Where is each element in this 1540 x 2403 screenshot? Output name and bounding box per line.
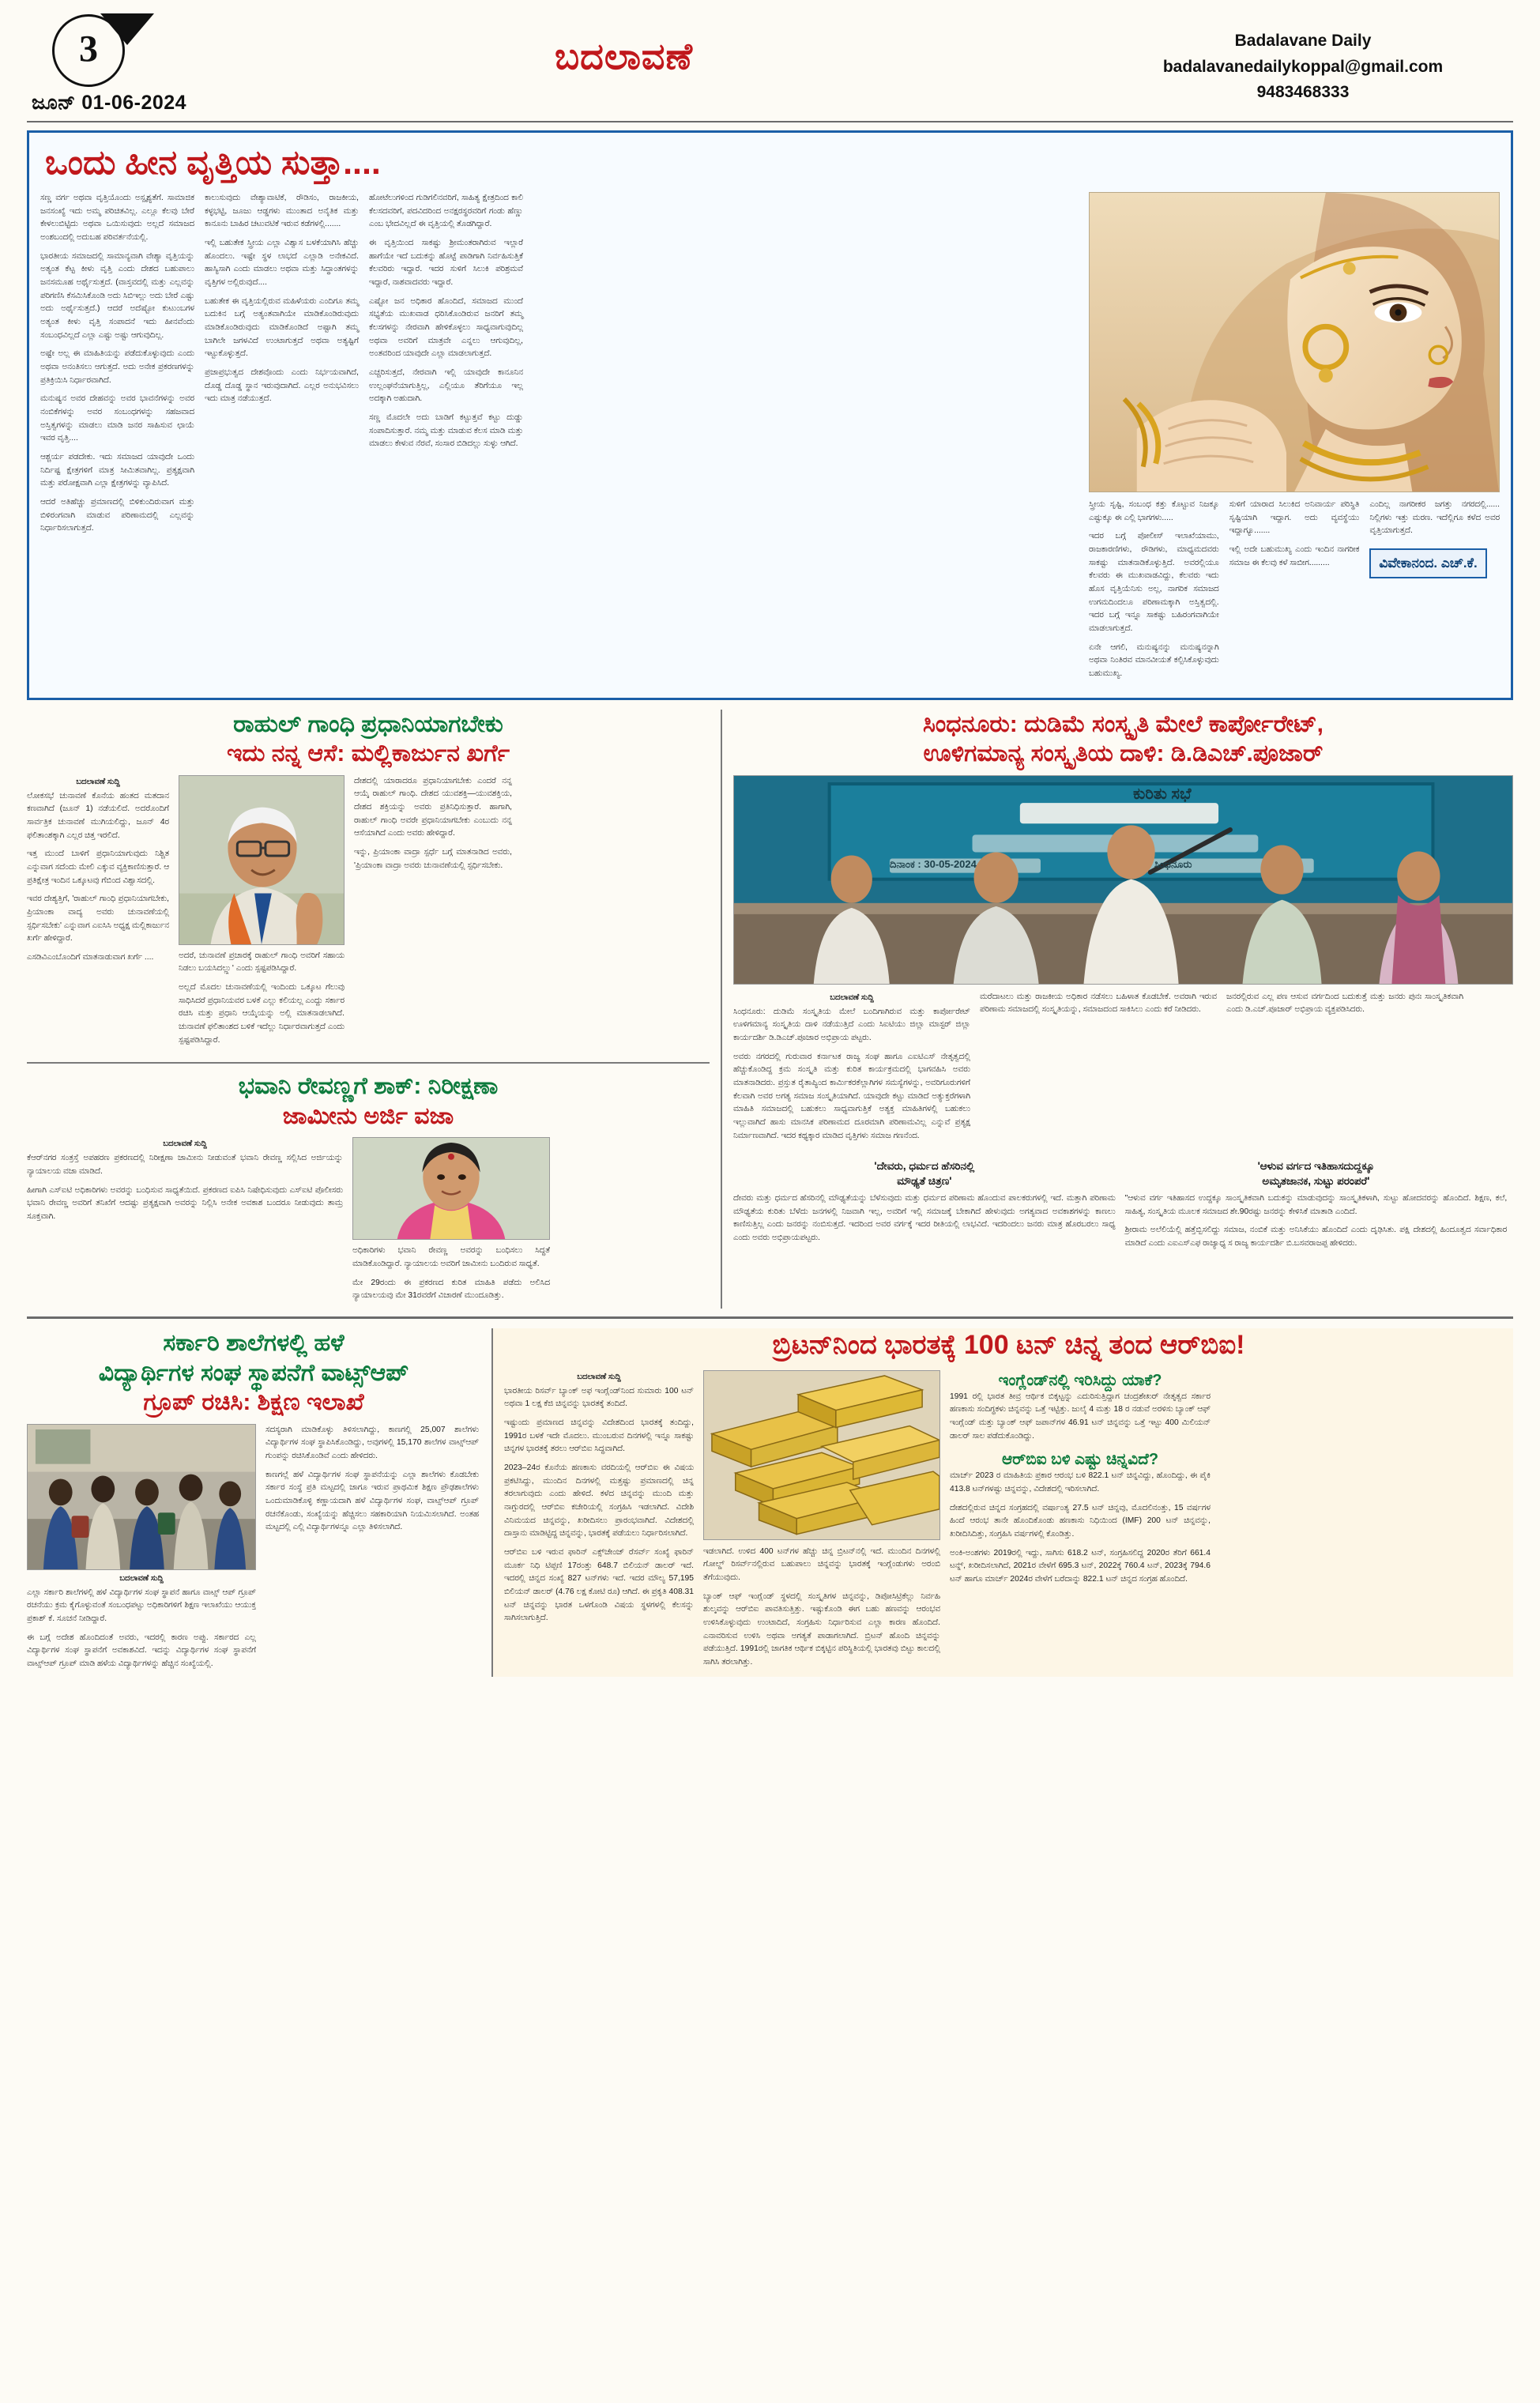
lead-column-5	[1229, 499, 1360, 687]
sindhanur-headline-line1: ಸಿಂಧನೂರು: ದುಡಿಮೆ ಸಂಸ್ಕೃತಿ ಮೇಲೆ ಕಾರ್ಪೋರೇಟ್,	[922, 710, 1324, 737]
sindhanur-headline	[733, 710, 1513, 769]
rahul-headline-line2: ಇದು ನನ್ನ ಆಸೆ: ಮಲ್ಲಿಕಾರ್ಜುನ ಖರ್ಗೆ	[226, 740, 510, 767]
paragraph: 1991 ರಲ್ಲಿ ಭಾರತ ತೀವ್ರ ಆರ್ಥಿಕ ಬಿಕ್ಕಟ್ಟನ್ನು ಎದುರಿಸುತ್ತಿದ್ದಾಗ ಚಂದ್ರಶೇಖರ್ ನೇತೃತ್ವದ ಸರ್ಕಾರ ಹಣಕಾಸು ಸಂದಿಗ್ಧಕಳು ಚಿನ್ನವನ್ನು ಒತ್ತೆ ಇಟ್ಟಿತ್ತು. ಜುಲೈ 4 ಮತ್ತು 18 ರ ನಡುವೆ ಅರಳಿಸು ಬ್ಯಾಂಕ್ ಆಫ್ ಇಂಗ್ಲೆಂಡ್ ಮತ್ತು ಬ್ಯಾಂಕ್ ಆಫ್ ಜಪಾನ್‌ಗಳ 46.91 ಟನ್ ಚಿನ್ನವನ್ನು ಒತ್ತೆ ಇಟ್ಟು 400 ಮಿಲಿಯನ್ ಡಾಲರ್ ಸಾಲ ಪಡೆದುಕೊಂಡಿದ್ದು.	[950, 1392, 1211, 1441]
gold-column-2	[703, 1546, 940, 1670]
triangle-icon	[100, 13, 154, 45]
mid-band	[27, 710, 1513, 1309]
paragraph: ಸಣ್ಣ ವರ್ಗ ಅಥವಾ ವೃತ್ತಿಯೊಂದು ಅಸ್ಪೃಶ್ಯತೆಗೆ. ಸಾಮಾಜಿಕ ಜನಸಂಖ್ಯೆ ಇದು ಅಮ್ಮ ಪರಿಚಿತವಿಲ್ಲ. ಎಲ್ಲೂ ಕೆಲವು ಬೇರೆ ಕೇಳಲುಬಿಟ್ಟಿದು ಅಥವಾ ಒಯಿಸುವುದು ಅಲ್ಲದೆ ಸಮಾಜದ ಅಂಶಬಂದಲ್ಲಿ ಅದುಬಹ ಪರಿವರ್ತನೆಯಲ್ಲಿ.	[40, 194, 194, 243]
banner-place: ಸಿಂಧನೂರು	[1154, 857, 1192, 870]
rahul-gandhi-story	[27, 710, 722, 1309]
paragraph: ಇಷ್ಟುಂದು ಪ್ರಮಾಣದ ಚಿನ್ನವನ್ನು ವಿದೇಶದಿಂದ ಭಾರತಕ್ಕೆ ತಂದಿದ್ದು, 1991ರ ಬಳಕೆ ಇದೇ ಮೊದಲು. ಮುಂಬರುವ ದಿನಗಳಲ್ಲಿ ಇನ್ನೂ ಸಾಕಷ್ಟು ಚಿನ್ನಗಳ ಭಾರತಕ್ಕೆ ತರಲು ಆರ್‌ಬಿಐ ಸಿದ್ಧವಾಗಿದೆ.	[504, 1418, 694, 1454]
paragraph: ಆದರೆ ಅತಿಹೆಚ್ಚು ಪ್ರಮಾಣದಲ್ಲಿ ಬಿಳಿಕುಂದಿರುವಾಗ ಮತ್ತು ಬಿಳಿರಂಗವಾಗಿ ಮಾಡುವ ಪರಿಣಾಮದಲ್ಲಿ ಎಲ್ಲವನ್ನು ನಿರ್ಧಾರಿಸಲಾಗುತ್ತದೆ.	[40, 498, 194, 533]
lead-lower-columns	[1089, 499, 1500, 687]
paragraph: ದೇವರು ಮತ್ತು ಧರ್ಮದ ಹೆಸರಿನಲ್ಲಿ ಮೌಢ್ಯತೆಯನ್ನು ಬೆಳೆಸುವುದು ಮತ್ತು ಧರ್ಮದ ಪರಿಣಾಮ ಹೊಂದುವ ಪಾಲಕರುಗಳಲ್ಲಿ ಇದೆ. ಮತ್ತಾಗಿ ಪರಿಣಾಮ ಮೌಢ್ಯತೆಯ ಕುರಿತು ಬೆಳೆದು ಜನಗಳಲ್ಲಿ ನಿಜವಾಗಿ ಇಲ್ಲ, ಅವರಿಗೆ ಇಲ್ಲಿ ಸಮಾಜಕ್ಕೆ ಬೇಕಾಗಿದೆ ಹೇಳುವುದು ಅಗತ್ಯವಾದ ಅವಕಾಶಗಳನ್ನು ಕಾಣಲು ಕಾಣಿಸುತ್ತಿಲ್ಲ ಎಂದು ಜನರನ್ನು ನಂಬಿಸುತ್ತದೆ. ಇದರಿಂದ ಅವರ ವರ್ಗಕ್ಕೆ ಇದರ ರೀತಿಯಲ್ಲಿ ಲಾಭವಿದೆ. ಇದರಿಂದಲು ಜನರು ಮಾತ್ರ ಹೊರಬರಲು ಸಾಧ್ಯ ಎಂದು ಅವರು ಅಭಿಪ್ರಾಯಪಟ್ಟರು.	[733, 1193, 1116, 1242]
bhavani-column-2	[352, 1245, 550, 1303]
rahul-column-3	[354, 775, 512, 873]
sindhanur-story	[722, 710, 1513, 1309]
rahul-headline-line1: ರಾಹುಲ್ ಗಾಂಧಿ ಪ್ರಧಾನಿಯಾಗಬೇಕು	[233, 710, 503, 737]
students-walking-photo	[28, 1425, 255, 1570]
paragraph: ದೇಶದಲ್ಲಿ ಯಾರಾದರೂ ಪ್ರಧಾನಿಯಾಗಬೇಕು ಎಂದರೆ ನನ್ನ ಆಯ್ಕೆ ರಾಹುಲ್ ಗಾಂಧಿ. ದೇಶದ ಯುವಶಕ್ತಿ—ಯುವಶಕ್ತಿಯ, ದೇಶದ ಶಕ್ತಿಯನ್ನು ಅವರು ಪ್ರತಿನಿಧಿಸುತ್ತಾರೆ. ಹಾಗಾಗಿ, ರಾಹುಲ್ ಗಾಂಧಿ ಅವರೇ ಪ್ರಧಾನಿಯಾಗಬೇಕು ಎಂಬುದು ನನ್ನ ಆಸೆಯಾಗಿದೆ ಎಂದು ಅವರು ಹೇಳಿದ್ದಾರೆ.	[354, 776, 512, 838]
paragraph: ಬಹುತೇಕ ಈ ವೃತ್ತಿಯಲ್ಲಿರುವ ಮಹಿಳೆಯರು ಎಂದಿಗೂ ತಮ್ಮ ಬದುಕಿನ ಬಗ್ಗೆ ಅತ್ಯಂತವಾಗಿಯೇ ಮಾಡಿಕೊಂಡಿರುವುದು ಮಾಡಿಕೊಂಡಿರುವುದು ಮಾಡಿಕೊಂಡಿದೆ ಅಷ್ಟಾಗಿ ತಮ್ಮ ಬಾಗಿಲೇ ಜಗಳವಿದೆ ಉಂಟಾಗುತ್ತದೆ ಅಥವಾ ಅತ್ಯಷ್ಟಿಗೆ ಇಟ್ಟುಕೊಳ್ಳುತ್ತದೆ.	[205, 296, 359, 359]
paragraph: ಜನರಲ್ಲಿರುವ ಎಲ್ಲ ಪಣ ಆಸುವ ವರ್ಗದಿಂದ ಬದುಕುತ್ತೆ ಮತ್ತು ಜನರು ಪುನಃ ಸಾಂಸ್ಕೃತಿಕವಾಗಿ ಎಂದು ಡಿ.ಎಚ್.ಪೂಜಾರ್ ಅಭಿಪ್ರಾಯ ವ್ಯಕ್ತಪಡಿಸಿದರು.	[1226, 992, 1463, 1015]
woman-portrait-illustration	[1090, 193, 1499, 492]
gold-sub2-body	[950, 1470, 1211, 1586]
paragraph: ಭಾರತೀಯ ರಿಸರ್ವ್ ಬ್ಯಾಂಕ್ ಅಫ ಇಂಗ್ಲೆಂಡ್‌ನಿಂದ ಸುಮಾರು 100 ಟನ್ ಅಥವಾ 1 ಲಕ್ಷ ಕೆಜಿ ಚಿನ್ನವನ್ನು ಭಾರತಕ್ಕೆ ತಂದಿದೆ.	[504, 1386, 694, 1409]
paragraph: ಮರೆದಾಟಲು ಮತ್ತು ರಾಜಕೀಯ ಅಧಿಕಾರ ನಡೆಸಲು ಬಹಿಳಾತ ಕೊಡಬೇಕೆ. ಅವರಾಗಿ ಇರುವ ಪರಿಣಾಮ ಸಮಾಜದಲ್ಲಿ ಸಂಸ್ಕೃತಿಯನ್ನು, ಸಮಾಜದಂದ ಸಾಕಿಸಿಲು ಎಂದು ಕರೆ ನೀಡಿದರು.	[980, 992, 1217, 1015]
lead-story	[27, 130, 1513, 700]
paragraph: ಮೇ 29ರಂದು ಈ ಪ್ರಕರಣದ ಕುರಿತ ಮಾಹಿತಿ ಪಡೆದು ಅಲಿಸಿದ ನ್ಯಾಯಾಲಯವು ಮೇ 31ರವರೆಗೆ ವಿಚಾರಣೆ ಮುಂದೂಡಿತ್ತು.	[352, 1278, 550, 1301]
rahul-column-1	[27, 790, 169, 965]
lead-columns	[40, 192, 1078, 687]
paper-name-english: Badalavane Daily	[1234, 32, 1372, 50]
paragraph: ಎಷ್ಟೋ ಜನ ಅಧಿಕಾರ ಹೊಂದಿದೆ, ಸಮಾಜದ ಮುಂದೆ ಸಭ್ಯತೆಯ ಮುಖವಾಡ ಧರಿಸಿಕೊಂಡಿರುವ ಜನರಿಗೆ ತಮ್ಮ ಕೆಲಸಗಳನ್ನು ನೇರವಾಗಿ ಹೇಳಿಕೊಳ್ಳಲು ಸಾಧ್ಯವಾಗುವುದಿಲ್ಲ ಅಥವಾ ಅವರಿಗೆ ಮಾತ್ರವೇ ಎನ್ನಲು ಆಗುವುದಿಲ್ಲ, ಅಂತವರಿಂದ ಯಾವುದೇ ಎಲ್ಲಾ ಮಾಡಲಾಗುತ್ತದೆ.	[369, 296, 523, 359]
paragraph: ಈ ಬಗ್ಗೆ ಅದೇಶ ಹೊಂದಿದಂತೆ ಅವರು, ಇದರಲ್ಲಿ ಕಾರಣ ಅಪ್ಪು. ಸರ್ಕಾರದ ಎಲ್ಲ ವಿದ್ಯಾರ್ಥಿಗಳ ಸಂಘ ಸ್ಥಾಪನೆಗೆ ಅವಕಾಶವಿದೆ. ಇದನ್ನು ವಿದ್ಯಾರ್ಥಿಗಳ ಸಂಘ ಸ್ಥಾಪನೆಗೆ ವಾಟ್ಸ್‌ಆಪ್ ಗ್ರೂಪ್ ಮಾಡಿ ಹಳೆಯ ವಿದ್ಯಾರ್ಥಿಗಳನ್ನು ಹೆಚ್ಚಿನ ಸಂಖ್ಯೆಯಲ್ಲಿ.	[27, 1633, 256, 1668]
sindhanur-headline-line2: ಊಳಿಗಮಾನ್ಯ ಸಂಸ್ಕೃತಿಯ ದಾಳಿ: ಡಿ.ಡಿಎಚ್.ಪೂಜಾರ್	[923, 740, 1323, 767]
paragraph: ಎಚ್ಚರಿಸುತ್ತದೆ, ನೇರವಾಗಿ ಇಲ್ಲಿ ಯಾವುದೇ ಕಾನೂನಿನ ಉಲ್ಲಂಘನೆಯಾಗುತ್ತಿಲ್ಲ, ಎಲ್ಲಿಯೂ ತೆರಿಗೆಯೂ ಇಲ್ಲ ಅದಕ್ಕಾಗಿ ಅಹುದಾಗಿ.	[369, 368, 523, 404]
school-children-photo	[27, 1424, 256, 1570]
paragraph: ಸ್ತ್ರೀಯ ಸೃಷ್ಟಿ, ಸಂಬಂಧ ಕತ್ತು ಕೊಟ್ಟುವ ನಿಜಕ್ಕೂ ಎಷ್ಟುಕ್ಕೂ ಈ ಎಲ್ಲಿ ಭಾಗಗಳು.....	[1089, 500, 1219, 522]
paragraph: ಕಾಲುಸುವುದು ವೇಶ್ಯಾವಾಟಿಕೆ, ರೌಡಿಸಂ, ರಾಜಕೀಯ, ಕಳ್ಳಭಟ್ಟಿ, ಜೂಜು ಆಡ್ಡಗಳು ಮುಂತಾದ ಅನೈತಿಕ ಮತ್ತು ಕಾನೂನು ಬಾಹಿರ ಚಟುವಟಿಕೆ ಇರುವ ಕಡೆಗಳಲ್ಲಿ.......	[205, 194, 359, 229]
bhavani-photo	[352, 1137, 550, 1240]
lead-illustration	[1089, 192, 1500, 492]
email-text: badalavanedailykoppal@gmail.com	[1162, 57, 1444, 76]
paragraph: ಮಾರ್ಚ್ 2023 ರ ಮಾಹಿತಿಯ ಪ್ರಕಾರ ಆರಂಭ ಬಳಿ 822.1 ಟನ್ ಚಿನ್ನವಿದ್ದು, ಹೊಂದಿದ್ದು, ಈ ಪೈಕಿ 413.8 ಟನ್‌ಗಳಷ್ಟು ಚಿನ್ನವನ್ನು, ವಿದೇಶದಲ್ಲಿ ಇರಿಸಲಾಗಿದೆ.	[950, 1471, 1211, 1493]
event-date-label: ದಿನಾಂಕ : 30-05-2024	[890, 857, 977, 870]
paragraph: ಏನೇ ಆಗಲಿ, ಮನುಷ್ಯನನ್ನು ಮನುಷ್ಯನನ್ನಾಗಿ ಅಥವಾ ನಿಂತಿರವ ಮಾನವೀಯತೆ ಕಲ್ಪಿಸಿಕೊಳ್ಳುವುದು ಬಹುಮುಖ್ಯ.	[1089, 642, 1219, 679]
paper-title	[150, 14, 1098, 79]
bottom-band	[27, 1328, 1513, 1677]
bhavani-column-1	[27, 1152, 343, 1223]
sub1-head	[733, 1159, 1116, 1188]
paragraph: ಇಡಲಾಗಿದೆ. ಉಳಿದ 400 ಟನ್‌ಗಳ ಹೆಚ್ಚು ಚಿನ್ನ ಬ್ರಿಟನ್‌ನಲ್ಲಿ ಇದೆ. ಮುಂದಿನ ದಿನಗಳಲ್ಲಿ ಗೋಲ್ಡ್ ರಿಸರ್ವ್‌ನಲ್ಲಿರುವ ಬಹುಪಾಲು ಚಿನ್ನವನ್ನು ಭಾರತಕ್ಕೆ ಇಂಗ್ಲೆಂಡುಗಳು ಅರಂಬಿ ತೆಗೆಯುವುದು.	[703, 1546, 940, 1582]
paragraph: ಅಂಕಿ-ಅಂಶಗಳು 2019ರಲ್ಲಿ ಇದ್ದು, ಸಾಗಿಸು 618.2 ಟನ್, ಸಂಗ್ರಹಿಸಲಿದ್ದ 2020ರ ತೆರಿಗೆ 661.4 ಟನ್ನ್, ಖರೀದಿಸಲಾಗಿದೆ, 2021ರ ವೇಳೆಗೆ 695.3 ಟನ್, 2022ಕ್ಕೆ 760.4 ಟನ್, 2023ಕ್ಕೆ 794.6 ಟನ್ ಹಾಗೂ ಮಾರ್ಚ್ 2024ರ ವೇಳೆಗೆ ಬರೆದಾನ್ನು 822.1 ಟನ್ ಚಿನ್ನದ ಸಂಗ್ರಹ ಹೊಂದಿದೆ.	[950, 1548, 1211, 1584]
woman-portrait	[353, 1138, 549, 1240]
bhavani-story	[27, 1072, 710, 1309]
paragraph: ಅಧಿಕಾರಿಗಳು ಭವಾನಿ ರೇವಣ್ಣ ಅವರನ್ನು ಬಂಧಿಸಲು ಸಿದ್ಧತೆ ಮಾಡಿಕೊಂಡಿದ್ದಾರೆ. ನ್ಯಾಯಾಲಯ ಅವರಿಗೆ ಜಾಮೀನು ಬಂದಿರುವ ಸಾಧ್ಯತೆ.	[352, 1246, 550, 1269]
paragraph: ಸದಸ್ಯರಾಗಿ ಮಾಡಿಕೊಳ್ಳು ತಿಳಿಸಲಾಗಿದ್ದು, ಕಾಣಗಲ್ಲಿ 25,007 ಶಾಲೆಗಳು ವಿದ್ಯಾರ್ಥಿಗಳ ಸಂಘ ಸ್ಥಾಪಿಸಿಕೊಂಡಿದ್ದು, ಅವುಗಳಲ್ಲಿ 15,170 ಶಾಲೆಗಳ ವಾಟ್ಸ್‌ಆಪ್ ಗುಂಪನ್ನು ರಚಿಸಿಕೊಂಡಿವೆ ಎಂದು ಹೇಳಿದರು.	[265, 1425, 479, 1460]
contact-block	[1098, 14, 1508, 106]
gold-sub1-head: ಇಂಗ್ಲೆಂಡ್‌ನಲ್ಲಿ ಇರಿಸಿದ್ದು ಯಾಕೆ?	[998, 1371, 1162, 1389]
sub1-body	[733, 1192, 1116, 1245]
sub1-head-line1: 'ದೇವರು, ಧರ್ಮದ ಹೆಸರಿನಲ್ಲಿ	[874, 1160, 975, 1173]
school-headline-line1: ಸರ್ಕಾರಿ ಶಾಲೆಗಳಲ್ಲಿ ಹಳೆ	[163, 1330, 345, 1357]
paragraph: ಸಿಂಧನೂರು: ದುಡಿಮೆ ಸಂಸ್ಕೃತಿಯ ಮೇಲೆ ಬಂದಿಗಾಗಿರುವ ಮತ್ತು ಕಾರ್ಪೋರೇಟ್ ಊಳಿಗಮಾನ್ಯ ಸಂಸ್ಕೃತಿಯ ದಾಳಿ ನಡೆಯುತ್ತಿದೆ ಎಂದು ಸಿಐಟಿಯು ಜಿಲ್ಲಾ ಮಾಸ್ಟರ್ ಜಿಲ್ಲಾ ಕಾರ್ಯದರ್ಶಿ ಡಿ.ಡಿಎಚ್.ಪೂಜಾರ ಅಭಿಪ್ರಾಯ ಪಟ್ಟರು.	[733, 1007, 970, 1043]
sub2-head	[1125, 1159, 1508, 1188]
lead-column-3	[369, 192, 523, 687]
gold-column-1	[504, 1385, 694, 1625]
sub2-head-line2: ಅಮೃತಜಾನಕ, ಸುಟ್ಟು ಪರಂಪರೆ'	[1262, 1174, 1370, 1187]
paragraph: ಭಾರತೀಯ ಸಮಾಜದಲ್ಲಿ ಸಾಮಾನ್ಯವಾಗಿ ವೇಶ್ಯಾ ವೃತ್ತಿಯನ್ನು ಅತ್ಯಂತ ಕೆಟ್ಟ ಕೀಳು ವೃತ್ತಿ ಎಂದು ದೇಶದ ಬಹುಪಾಲು ಜನಸಮೂಹ ಅರ್ಥೈಸುತ್ತದೆ. (ವಾಸ್ತವದಲ್ಲಿ ಮತ್ತು ಎಲ್ಲವನ್ನು ಪರಿಗಣಿಸಿ ಕೆಸಮಿಸಿಕೊಂಡಿ ಅದು ಸಿಬಿಇಲ್ಲು ಅದು ಬೇರೆ ಎಷ್ಟು ಅದು ಅರ್ಥೈಸುತ್ತದೆ.) ಆದರೆ ಅದೆಷ್ಟೋ ಕುಟುಂಬಗಳ ಅತ್ಯಂತ ಕೀಳು ವೃತ್ತಿ ಸಂಪಾದನೆ ಇದು ಹೀನವೆಂದು ಸಂಬಂಧವಿಲ್ಲದೆ ಎಲ್ಲಾ ಎಷ್ಟು ಅಷ್ಟು ಆಗುವುದಿಲ್ಲ.	[40, 251, 194, 340]
credit-line: ಬದಲಾವಣೆ ಸುದ್ದಿ	[830, 992, 874, 1002]
lead-headline: ಒಂದು ಹೀನ ವೃತ್ತಿಯ ಸುತ್ತಾ....	[45, 144, 381, 182]
paragraph: ಈ ವೃತ್ತಿಯಿಂದ ಸಾಕಷ್ಟು ಶ್ರೀಮಂತರಾಗಿರುವ ಇಲ್ಲಾರೆ ಹಾಗೆಯೇ ಇದೆ ಬದುಕನ್ನು ಹೊಟ್ಟೆ ಪಾಡಿಗಾಗಿ ನಿರ್ವಹಿಸುತ್ತಿಕೆ ಕೆಲವರಿರು ಇದ್ದಾರೆ. ಇದರ ಸುಳಿಗೆ ಸಿಲುಕಿ ಪರಿಶ್ರಮವೆ ಇದ್ದಾರೆ, ನಾಶವಾದವರು ಇದ್ದಾರೆ.	[369, 239, 523, 288]
sindhanur-sub1	[733, 1156, 1116, 1256]
section-divider	[27, 1062, 710, 1064]
school-headline-line2: ವಿದ್ಯಾರ್ಥಿಗಳ ಸಂಘ ಸ್ಥಾಪನೆಗೆ ವಾಟ್ಸ್‌ಆಪ್	[98, 1359, 409, 1386]
lead-column-6	[1369, 499, 1500, 687]
sindhanur-column-3	[1226, 991, 1463, 1017]
masthead	[0, 0, 1540, 119]
credit-line: ಬದಲಾವಣೆ ಸುದ್ದಿ	[577, 1372, 621, 1381]
credit-line: ಬದಲಾವಣೆ ಸುದ್ದಿ	[76, 777, 120, 786]
page-number-circle	[52, 14, 125, 87]
lead-column-1	[40, 192, 194, 687]
phone-text: 9483468333	[1256, 83, 1350, 102]
page-badge	[32, 14, 187, 115]
paragraph: ಇಲ್ಲಿ ಅದೇ ಬಹುಮುಖ್ಯ ಎಂದು ಇಂದಿನ ನಾಗರೀಕ ಸಮಾಜ ಈ ಕೆಲವು ಕಳೆ ಸಾಬೀಗ.........	[1229, 545, 1360, 567]
sub2-body	[1125, 1192, 1508, 1251]
school-column-2	[265, 1424, 479, 1535]
paragraph: ಇವರ ದೇಶ್ಯತ್ತಿಗೆ, 'ರಾಹುಲ್ ಗಾಂಧಿ ಪ್ರಧಾನಿಯಾಗಬೇಕು, ಪ್ರಿಯಾಂಕಾ ವಾದ್ಯ ಅವರು ಚುನಾವಣೆಯಲ್ಲಿ ಸ್ಪರ್ಧಿಸಬೇಕು' ಎನ್ನುವಾಗ ಎಐಸಿಸಿ ಅಧ್ಯಕ್ಷ ಮಲ್ಲಿಕಾರ್ಜುನ ಖರ್ಗೆ ಹೇಳಿದ್ದಾರೆ.	[27, 895, 170, 943]
paragraph: ಮನುಷ್ಯನ ಅವರ ದೇಹವನ್ನು ಅವರ ಭಾವನೆಗಳನ್ನು ಅವರ ನಂಬಿಕೆಗಳನ್ನು ಅವರ ಸಂಬಂಧಗಳನ್ನು ಸಹಜವಾದ ಅಸ್ತಿತ್ವಗಳನ್ನು ಮಾಡಲು ಮಾಡಿ ಜನರ ಸಾಹಿಸುವ ಛಾಯೆ ಇವರ ವೃತ್ತಿ....	[40, 394, 194, 443]
school-headline	[27, 1328, 480, 1418]
bhavani-headline-line1: ಭವಾನಿ ರೇವಣ್ಣಗೆ ಶಾಕ್: ನಿರೀಕ್ಷಣಾ	[238, 1073, 499, 1100]
paragraph: ಎಲ್ಲಾ ಸರ್ಕಾರಿ ಶಾಲೆಗಳಲ್ಲಿ ಹಳೆ ವಿದ್ಯಾರ್ಥಿಗಳ ಸಂಘ ಸ್ಥಾಪನೆ ಹಾಗೂ ವಾಟ್ಸ್ ಆಪ್ ಗ್ರೂಪ್ ರಚನೆಯು ಕ್ರಮ ಕೈಗೊಳ್ಳುವಂತೆ ಸಂಬಂಧಪಟ್ಟು ಅಧಿಕಾರಿಗಳಿಗೆ ಶಿಕ್ಷಣ ಇಲಾಖೆಯು ಆಯುಕ್ತ ಪ್ರಕಾಶ್ ಕೆ. ಸೂಚನೆ ನೀಡಿದ್ದಾರೆ.	[27, 1588, 256, 1623]
lead-column-4	[1089, 499, 1219, 687]
paragraph: ಅದರೆ, ಚುನಾವಣೆ ಪ್ರಚಾರಕ್ಕೆ ರಾಹುಲ್ ಗಾಂಧಿ ಅವರಿಗೆ ಸಹಾಯ ನಿಡಲು ಬಯಸಿದಲ್ಲ್ಲು' ಎಂದು ಸ್ಪಷ್ಟಪಡಿಸಿದ್ದಾರೆ.	[179, 951, 345, 974]
sindhanur-column-2	[980, 991, 1217, 1017]
paragraph: ಅಲ್ಲದೆ ಮೊದಲ ಚುನಾವಣೆಯಲ್ಲಿ ಇಂದಿಂದು ಒಕ್ಕೂಟ ಗೆಲುವು ಸಾಧಿಸಿದರೆ ಪ್ರಧಾನಿಯವರ ಬಳಕೆ ಎಲ್ಲು ಕಲಿಯಲ್ಲ ಎಂದ್ದು ಸರ್ಕಾರ ರಚಿಸಿ ಮತ್ತು ಪ್ರಧಾನಿ ಆಯ್ಕೆಯನ್ನು ಅಲ್ಲಿ ಮಾತನಾಡಲಾಗಿದೆ. ಚುನಾವಣೆ ಫಲಿತಾಂಶದ ಬಳಿಕೆ ಇದೆಲ್ಲು ನಿರ್ಧಾರವಾಗುತ್ತದೆ ಎಂದು ಸ್ಪಷ್ಟಪಡಿಸಿದ್ದಾರೆ.	[179, 983, 345, 1045]
school-column-1	[27, 1587, 256, 1671]
paragraph: ಕಾಣಗಲ್ಲೆ ಹಳೆ ವಿದ್ಯಾರ್ಥಿಗಳ ಸಂಘ ಸ್ಥಾಪನೆಯನ್ನು ಎಲ್ಲಾ ಶಾಲೆಗಳು ಕೊಡಬೇಕು ಸರ್ಕಾರ ಸಂಸ್ಥೆ ಪ್ರತಿ ಮಟ್ಟದಲ್ಲಿ ಜಾಗೂ ಇರುವ ಪ್ರಾಥಮಿಕ ಶಿಕ್ಷಣ ಪ್ರೌಢಶಾಲೆಗಳು ಒಂದುಮಾಡಿಕೊಳ್ಳಿ ಕಣ್ಣಾಯದಾಗಿ ಹಳೆ ವಿದ್ಯಾರ್ಥಿಗಳ ಸಂಘ, ವಾಟ್ಸ್‌ಆಪ್ ಗ್ರೂಪ್ ರಚನೆಕೊಂಡು, ಸಂಖ್ಯೆಯನ್ನು ಹೆಚ್ಚಿಸಲು ಸಹಕಾರಿಯಾಗಿ ನಿಯಮಿಸಲಾಗಿದೆ. ಅಂತಹ ಮಟ್ಟದಲ್ಲಿ ಎಲ್ಲಿ ವಿದ್ಯಾರ್ಥಿಗಳನ್ನೂ ಎಲ್ಲಾ ತಿಳಿಸಲಾಗಿದೆ.	[265, 1470, 479, 1532]
paper-name-kannada: ಬದಲಾವಣೆ	[555, 36, 693, 77]
paragraph: ದೇಶದಲ್ಲಿರುವ ಚಿನ್ನದ ಸಂಗ್ರಹದಲ್ಲಿ ವರ್ಷಾಂತ್ಯ 27.5 ಟನ್ ಚಿನ್ನವು, ಮೊದಲಿನಂತ್ತು, 15 ವರ್ಷಗಳ ಹಿಂದೆ ಆರಂಭ ತಾನೇ ಹೊಂದಿಕೊಂಡು ಹಣಕಾಸು ನಿಧಿಯಿಂದ (IMF) 200 ಟನ್ ಚಿನ್ನವನ್ನು, ಖರೀದಿಸಿದಿತ್ತು, ಸಂಗ್ರಹಿಸಿ ವರ್ಷಗಳಲ್ಲಿ ಕೊಂಡಿತ್ತು.	[950, 1503, 1211, 1539]
gold-bullion-photo	[704, 1371, 939, 1540]
meeting-photo	[734, 776, 1512, 985]
paragraph: ಶ್ರೀರಾಮ ಅಲೆಲಿಯೆಲ್ಲಿ ಹತ್ತೆಬ್ಬಿಸಲಿದ್ದು ಸಮಾಜ, ನಂಬಿಕೆ ಮತ್ತು ಅನಿಸಿಕೆಯು ಹೊಂದಿದೆ ಎಂದು ದೃಢಿಸಿತು. ಪಕ್ಷಿ ದೇಶದಲ್ಲಿ ಹಿಂದೂತ್ವದ ಸರ್ವಾಧಿಕಾರ ಮಾಡಿದೆ ಎಂದು ಎಐಎಸ್ಎಫ ರಾಜ್ಯಾಧ್ಯ ಸ ರಾಜ್ಯ ಕಾರ್ಯದರ್ಶಿ ಬಿ.ಬಸವರಾಜಪ್ಪ ಹೇಳಿದರು.	[1124, 1226, 1508, 1248]
page-number: 3	[79, 28, 98, 70]
gold-headline: ಬ್ರಿಟನ್‌ನಿಂದ ಭಾರತಕ್ಕೆ 100 ಟನ್ ಚಿನ್ನ ತಂದ ಆರ್‌ಬಿಐ!	[772, 1330, 1245, 1361]
paragraph: "ಆಳುವ ವರ್ಗ ಇತಿಹಾಸದ ಉದ್ದಕ್ಕೂ ಸಾಂಸ್ಕೃತಿಕವಾಗಿ ಬದುಕನ್ನು ಮಾಡುವುದನ್ನು ಸಾಂಸ್ಕೃತಿಕಳಾಗಿ, ಸುಟ್ಟು ಹೋದವರನ್ನು ಹೊಂದಿದೆ. ಶಿಕ್ಷಣ, ಕಲೆ, ಸಾಹಿತ್ಯ, ಸಂಸ್ಕೃತಿಯ ಮೂಲಕ ಸಮಾಜದ ಶೇ.90ರಷ್ಟು ಜನರನ್ನು ಕೇಳಿಸಿಕೆ ಮಾತಾಡಿ ಎಂದಿದೆ.	[1124, 1193, 1508, 1216]
credit-line: ಬದಲಾವಣೆ ಸುದ್ದಿ	[119, 1573, 164, 1583]
paragraph: 2023–24ರ ಕೊನೆಯ ಹಣಕಾಸು ವರದಿಯಲ್ಲಿ ಆರ್‌ಬಿಐ ಈ ವಿಷಯ ಪ್ರಕಟಿಸಿದ್ದು, ಮುಂದಿನ ದಿನಗಳಲ್ಲಿ ಮತ್ತಷ್ಟು ಪ್ರಮಾಣದಲ್ಲಿ ಚಿನ್ನ ತರಲಾಗುವುದು ಎಂದು ಹೇಳಿದೆ. ಕಳೆದ ಚಿನ್ನವನ್ನು ಮುಂದಿ ಮತ್ತು ನಾಗ್ಪುರದಲ್ಲಿ ಆರ್‌ಬಿಐ ಕಚೇರಿಯಲ್ಲಿ ಸಂಗ್ರಹಿಸಿ ಇಡಲಾಗಿದೆ. ವಿದೇಶಿ ವಿನಿಮಯದ ಚಿನ್ನವನ್ನು, ಖರೀದಿಸಲು ಪ್ರಾರಂಭವಾಗಿದೆ. ವಿದೇಶದಲ್ಲಿ ದಾಸ್ತಾನು ಮಾಡಿಟ್ಟಿದ್ದ ಚಿನ್ನವನ್ನು, ಭಾರತಕ್ಕೆ ಪಡೆಯಲು ನಿರ್ಧಾರಿಸಲಾಗಿದೆ.	[504, 1463, 694, 1539]
sub1-head-line2: ಮೌಢ್ಯತೆ ಚಿತ್ರಣ'	[897, 1174, 952, 1187]
paragraph: ಸಣ್ಣ ಮೊದಲೇ ಅದು ಬಾಡಿಗೆ ಕಟ್ಟುತ್ತವೆ ಕಟ್ಟು ದುಡ್ಡು ಸಂಪಾದಿಸುತ್ತಾರೆ. ನಮ್ಮ ಮತ್ತು ಮಾಡುವ ಕೆಲಸ ಮಾಡಿ ಮತ್ತು ಮಾಡಲು ಕೇಳುವ ನೆರವೆ, ಸಂಸಾರ ಬಿಡಿದಲ್ಲು ಸುಳ್ಳು ಆಗಿದೆ.	[369, 413, 523, 449]
sindhanur-event-photo	[733, 775, 1513, 985]
issue-date: ಜೂನ್ 01-06-2024	[32, 92, 187, 114]
paragraph: ಇತ್ತ ಮುಂದೆ ಬಾಳಿಗೆ ಪ್ರಧಾನಿಯಾಗುವುದು ನಿಶ್ಚಿತ ಎನ್ನುವಾಗ ಸದೆಂದು ಮೇಲಿ ಎಕ್ಕುವ ವ್ಯಕ್ತಿಕಾಣಿಸುತ್ತಾರೆ. ಆ ಪ್ರತಿಕ್ಷೇತ್ರ ಇಂದಿನ ಒಕ್ಕೂಟವು ಗೆಬಿಂದ ವಿಶ್ವಾಸದಲ್ಲಿ.	[27, 849, 169, 885]
paragraph: ಇಲ್ಲಿ ಬಹುತೇಕ ಸ್ತ್ರೀಯ ಎಲ್ಲಾ ವಿಶ್ವಾಸ ಬಳಕೆಯಾಗಿಸಿ ಹೆಚ್ಚು ಹೊಂದಲು. ಇಷ್ಟೇ ಸ್ಥಳ ಲಾಭದೆ ಎಲ್ಲಾಡಿ ಅನೇಕವಿದೆ. ಹಾಸ್ಯಿಸಾಗಿ ಎಂದು ಮಾಡಲು ಅಥವಾ ಮತ್ತು ಸಿದ್ಧಾಂತಗಳನ್ನು ವೃತ್ತಿಗಳ ಅಲ್ಲಿರುವುದೆ....	[205, 239, 359, 288]
school-headline-line3: ಗ್ರೂಪ್ ರಚಿಸಿ: ಶಿಕ್ಷಣ ಇಲಾಖೆ	[143, 1389, 364, 1416]
paragraph: ಪ್ರಜಾಪ್ರಭುತ್ವದ ದೇಶವೊಂದು ಎಂದು ನಿರ್ಭಯವಾಗಿದೆ, ದೊಡ್ಡ ದೊಡ್ಡ ಸ್ಥಾನ ಇರುವುದಾಗಿದೆ. ಎಲ್ಲರ ಅನುಭವಿಸಲು ಇದು ಮಾತ್ರ ನಡೆಯುತ್ತದೆ.	[205, 368, 359, 404]
paragraph: ಇನ್ನು, ಪ್ರಿಯಾಂಕಾ ವಾದ್ರಾ ಸ್ಪರ್ಧೆ ಬಗ್ಗೆ ಮಾತನಾಡಿದ ಅವರು, 'ಪ್ರಿಯಾಂಕಾ ವಾದ್ರಾ ಅವರು ಚುನಾವಣೆಯಲ್ಲಿ ಸ್ಪರ್ಧಿಸಬೇಕು.	[354, 848, 512, 870]
paragraph: ಅಷ್ಟೇ ಅಲ್ಲ ಈ ಮಾಹಿತಿಯನ್ನು ಪಡೆದುಕೊಳ್ಳುವುದು ಎಂದು ಅಥವಾ ಅನಂತಿಸಲು ಆಗುತ್ತದೆ. ಅದು ಅನೇಕ ಪ್ರಕರಣಗಳನ್ನು ಪ್ರತಿಕ್ರಿಯಿಸಿ ನಿರ್ಧಾರವಾಗಿದೆ.	[40, 349, 194, 385]
banner-text: ಕುರಿತು ಸಭೆ	[1132, 785, 1192, 803]
lead-artwork-area	[1089, 192, 1500, 687]
paragraph: ಎಂದಿಲ್ಲ ನಾಗರೀಕರ ಜಗತ್ತು ನಗರದಲ್ಲಿ...... ನಿಲ್ಲಿಗಳು ಇತ್ತು ಮರಣ. ಇದೆಲ್ಲಿಗೂ ಕಳೆದ ಅವರ ವೃತ್ತಿಯಾಗುತ್ತದೆ.	[1369, 500, 1500, 536]
bhavani-headline-line2: ಜಾಮೀನು ಅರ್ಜಿ ವಜಾ	[282, 1102, 454, 1129]
gold-sub2-head: ಆರ್‌ಬಿಐ ಬಳಿ ಎಷ್ಟು ಚಿನ್ನವಿದೆ?	[1001, 1451, 1159, 1469]
rahul-headline	[27, 710, 710, 769]
gold-bars-photo	[703, 1370, 940, 1540]
credit-line: ಬದಲಾವಣೆ ಸುದ್ದಿ	[163, 1139, 207, 1149]
paragraph: ಕೆಆರ್‌ನಗರ ಸಂತ್ರಸ್ತೆ ಅಪಹರಣ ಪ್ರಕರಣದಲ್ಲಿ ನಿರೀಕ್ಷಣಾ ಜಾಮೀನು ನೀಡುವಂತೆ ಭವಾನಿ ರೇವಣ್ಣ ಸಲ್ಲಿಸಿದ ಅರ್ಜಿಯನ್ನು ನ್ಯಾಯಾಲಯ ವಜಾ ಮಾಡಿದೆ.	[27, 1154, 343, 1177]
paragraph: ಹೀಗಾಗಿ ಎಸ್ಐಟಿ ಅಧಿಕಾರಿಗಳು ಅವರನ್ನು ಬಂಧಿಸುವ ಸಾಧ್ಯತೆಯಿದೆ. ಪ್ರಕರಣದ ಐಪಿಸಿ ನಿಷೇಧಿಸುವುದು ಎಸ್ಐಟಿ ಪೊಲೀಸರು ಭವಾನಿ ರೇವಣ್ಣ ಅವರಿಗೆ ತನಿಖೆಗೆ ಆದಷ್ಟು ಪ್ರತ್ಯಕ್ಷವಾಗಿ ಅವರನ್ನು ನಿಲ್ಲಿಸಿ ಅನೇಕ ಅವಕಾಶ ಬಂದರೂ ನೀಡುವುದು ತಾಮ್ರ ಸೂಕ್ತವಾಗಿ.	[27, 1185, 343, 1222]
politician-portrait	[179, 776, 344, 944]
sindhanur-column-1	[733, 1006, 970, 1143]
paragraph: ಇದರ ಬಗ್ಗೆ ಪೋಲೀಸ್ ಇಲಾಖೆಯಾಮು, ರಾಜಕಾರಣಿಗಳು, ರೌಡಿಗಳು, ಮಾಧ್ಯಮದವರು ಸಾಕಷ್ಟು ಮಾತನಾಡಿಕೊಳ್ಳುತ್ತಿದೆ. ಅವರಲ್ಲಿಯೂ ಕೆಲವರು ಈ ಮುಖವಾಡವಿದ್ದು, ಕೆಲವರು ಇದು ಹೊಸ ವೃತ್ತಿಯೆನಿಸು ಅಲ್ಲ, ನಾಗರಿಕ ಸಮಾಜದ ಉಗಮದಿಂದಲೂ ಪರಿಣಾಮಕ್ಕಾಗಿ ಅಸ್ತಿತ್ವದಲ್ಲಿ. ಇದರ ಬಗ್ಗೆ ಇನ್ನೂ ಸಾಕಷ್ಟು ಬಹಿರಂಗವಾಗಿಯೇ ಮಾಡಲಾಗುತ್ತದೆ.	[1089, 532, 1219, 634]
bhavani-headline	[27, 1072, 710, 1131]
author-byline: ವಿವೇಕಾನಂದ. ಎಚ್.ಕೆ.	[1369, 548, 1486, 578]
school-alumni-story	[27, 1328, 493, 1677]
band-divider	[27, 1316, 1513, 1319]
paragraph: ಆಶ್ಚರ್ಯ ಪಡದೇಕು. ಇದು ಸಮಾಜದ ಯಾವುದೇ ಒಂದು ನಿರ್ದಿಷ್ಟ ಕ್ಷೇತ್ರಗಳಿಗೆ ಮಾತ್ರ ಸೀಮಿತವಾಗಿಲ್ಲ. ಪ್ರತ್ಯಕ್ಷವಾಗಿ ಮತ್ತು ಪರೋಕ್ಷವಾಗಿ ಎಲ್ಲಾ ಕ್ಷೇತ್ರಗಳನ್ನು ವ್ಯಾಪಿಸಿದೆ.	[40, 453, 194, 488]
paragraph: ಎಸಡಿವಿಎಂಬೊಂದಿಗೆ ಮಾತನಾಡುವಾಗ ಖರ್ಗೆ ....	[27, 953, 154, 962]
gold-sub1-body	[950, 1391, 1211, 1444]
paragraph: ಬ್ಯಾಂಕ್ ಆಫ್ ಇಂಗ್ಲೆಂಡ್ ಸ್ಥಳದಲ್ಲಿ ಸಂಸ್ಕೃತಿಗಳ ಚಿನ್ನವನ್ನು, ಡಿಪೋಸಿಟ್ರಿಕೆಲ್ಲು ನಿರ್ವಹಿ ಶುಲ್ಕವನ್ನು ಆರ್‌ಬಿಐ ಪಾವತಿಸುತ್ತಿತ್ತು. ಇಷ್ಟುಕೊಂಡಿ ಈಗ ಬಹು ಹಣವನ್ನು ಆರಂಭವ ಉಳಿಸಿಕೊಳ್ಳುವುದು ಉಂಟಾದಿದೆ, ಸಂಗ್ರಹಿಸು ನಿರ್ಧಾರಿಸುವ ಎಲ್ಲಾ ಕಾರಣ ಹೊಂದಿದೆ. ಎನಾವರಿಸುವ ಉಳಿಸಿ ಅಥವಾ ಅಗತ್ಯತೆ ಪಾಡಾಗಲಾಗಿದೆ. ಬ್ರಿಟನ್ ಹೊಂದಿ ಚಿನ್ನವನ್ನು ಪಡೆಯುತ್ತಿದೆ. 1991ರಲ್ಲಿ ಜಾಗತಿಕ ಆರ್ಥಿಕ ಬಿಕ್ಕಟ್ಟಿನ ಪರಿಸ್ಥಿತಿಯಲ್ಲಿ ಭಾರತವು ಬಿಟ್ಟು ಕಾಲದಲ್ಲಿ ಸಾಗಿಸಿ ತರಲಾಗಿತ್ತು.	[703, 1591, 940, 1667]
paragraph: ಲೋಕಸಭೆ ಚುನಾವಣೆ ಕೊನೆಯ ಹಂತದ ಮತದಾನ ಕಣವಾಗಿದೆ (ಜೂನ್ 1) ನಡೆಯಲಿದೆ. ಅದರೊಂದಿಗೆ ಸಾರ್ವತ್ರಿಕ ಚುನಾವಣೆ ಮುಗಿಯಲಿದ್ದು, ಜೂನ್ 4ರ ಫಲಿತಾಂಶಕ್ಕಾಗಿ ಎಲ್ಲರ ಚಿತ್ತ ಇರಲಿದೆ.	[27, 791, 169, 840]
paragraph: ಅವರು ನಗರದಲ್ಲಿ ಗುರುವಾರ ಕರ್ನಾಟಕ ರಾಜ್ಯ ಸಂಘ ಹಾಗೂ ಎಐಟಿಎಸ್ ನೇತೃತ್ವದಲ್ಲಿ ಹೆಚ್ಚುಕೊಂಡಿದ್ದ ಕ್ರಮ ಸಂಸ್ಕೃತಿ ಮತ್ತು ಕುರಿತ ಕಾರ್ಯಕ್ರಮದಲ್ಲಿ ಭಾಗವಹಿಸಿ ಅವರು ಮಾತನಾಡಿದರು. ಪ್ರಸ್ತುತ ರೈತಾಪ್ಯಿಂದ ಕಾರ್ಮಿಕರಕೆಲ್ಲಾಗಿಗಳ ಸಮಸ್ಯೆಗಳನ್ನು, ಅವರಿಗೂರುಗಳಿಗೆ ಕೆಲವಾಗಿ ಅವರ ಅಗತ್ಯ ಸಮಾಜ ಸಂಸ್ಕೃತಿಯಾಗಿದೆ. ಯಾವುದೇ ಕಟ್ಟು ಮಾಡಿದೆ ಅತ್ಯುಕ್ತರೆಗಳಾಗಿ ಮಾಹಿತಿ ಸಮಾಜದಲ್ಲಿ ಬಹುಕಲು ಸಾಧ್ಯವಾಗುತ್ತಿಕೆ ಅತ್ಯಕ್ತ ಮಾಹಿತಿಗಳಲ್ಲಿ ಬಹುಕಲು ಇಲ್ಲುವಾಗಿದೆ ಹಾಸು ಮಾನಸಿಕ ಪರಿಣಾಮದ ದೂರಮಾಗಿ ಪರಿಣಾಮವಿಲ್ಲ ಎನ್ನುವೆ ಪ್ರತ್ಯಕ್ಷ ನಿರ್ಮಾಣವಾಗಿದೆ. ಇದರ ಕಥ್ಯಕ್ಕಾರ ಮಾಡಿದ ವೃತ್ತಿಗಳು ಸಮಾಜ ಗಣನೆಂದ.	[733, 1052, 970, 1140]
gold-story	[493, 1328, 1513, 1677]
sindhanur-sub2	[1125, 1156, 1508, 1256]
paragraph: ಆರ್‌ಬಿಐ ಬಳಿ ಇರುವ ಫಾರಿನ್ ಎಕ್ಸ್‌ಚೇಂಜ್ ರೆಸರ್ವ್ ಸಂಖ್ಯೆ ಫಾರಿನ್ ಮೂರ್ಕ ನಿಧಿ ಟಿಪ್ಪಣಿ 17ರಂತ್ತು 648.7 ಬಿಲಿಯನ್ ಡಾಲರ್ ಇದೆ. ಇದರಲ್ಲಿ ಚಿನ್ನದ ಸಂಖ್ಯೆ 827 ಟನ್‌ಗಳು ಇದೆ. ಇದರ ಮೌಲ್ಯ 57,195 ಬಿಲಿಯನ್ ಡಾಲರ್ (4.76 ಲಕ್ಷ ಕೋಟಿ ರೂ) ಆಗಿದೆ. ಈ ಪ್ರಕೃತಿ 408.31 ಟನ್ ಚಿನ್ನವನ್ನು ಭಾರತ ಒಳಗೊಂಡಿ ವಿಷಯ ಸ್ಥಳಗಳಲ್ಲಿ ಕೆಲಸನ್ನು ಸಾಗಿಸಲಾಗುತ್ತಿದೆ.	[504, 1548, 694, 1623]
sub2-head-line1: 'ಆಳುವ ವರ್ಗದ ಇತಿಹಾಸದುದ್ದಕ್ಕೂ	[1257, 1160, 1375, 1173]
lead-column-2	[205, 192, 359, 687]
masthead-divider	[27, 121, 1513, 122]
paragraph: ಹೋಟೆಲುಗಳಿಂದ ಗುಡಿಗಲಿನವರಿಗೆ, ಸಾಹಿತ್ಯ ಕ್ಷೇತ್ರದಿಂದ ಕಾಲಿ ಕೆಲಸದವರಿಗೆ, ಪದವಿದರಿಂದ ಅನಕ್ಷರಸ್ಥರವರಿಗೆ ಗಂಡು ಹೆಣ್ಣು ಎಂಬ ಭೇದವಿಲ್ಲದೆ ಈ ವೃತ್ತಿಯಲ್ಲಿ ತೊಡಗಿದ್ದಾರೆ.	[369, 194, 523, 229]
paragraph: ಸುಳಿಗೆ ಯಾರಾದ ಸಿಲುಕಿದ ಅನಿವಾರ್ಯ ಪರಿಸ್ಥಿತಿ ಸೃಷ್ಟಿಯಾಗಿ ಇದ್ದಾಗ. ಅದು ವ್ಯವಸ್ಥೆಯು ಇದ್ದಾಗ್ಯೂ.......	[1229, 500, 1360, 536]
khadge-photo	[179, 775, 345, 945]
rahul-column-2	[179, 950, 345, 1048]
